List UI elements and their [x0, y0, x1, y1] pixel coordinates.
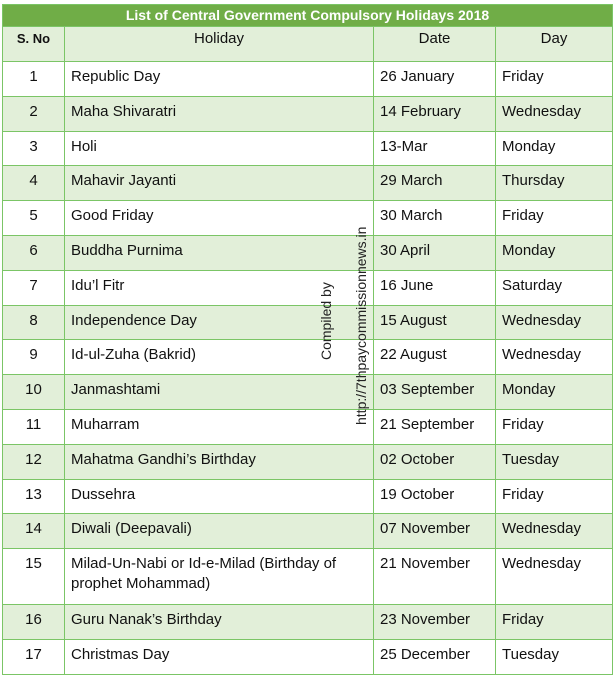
- cell-date: 22 August: [374, 340, 496, 375]
- cell-date: 07 November: [374, 514, 496, 549]
- cell-holiday: Milad-Un-Nabi or Id-e-Milad (Birthday of prophet Mohammad): [65, 549, 374, 605]
- table-row: [3, 96, 613, 131]
- header-day: Day: [496, 27, 613, 62]
- cell-sno: 6: [3, 235, 65, 270]
- cell-holiday: Holi: [65, 131, 374, 166]
- cell-sno: 5: [3, 201, 65, 236]
- cell-sno: 7: [3, 270, 65, 305]
- cell-day: Monday: [496, 131, 613, 166]
- table-row: [3, 235, 613, 270]
- cell-date: 14 February: [374, 96, 496, 131]
- cell-holiday: Good Friday: [65, 201, 374, 236]
- table-row: [3, 340, 613, 375]
- cell-day: Thursday: [496, 166, 613, 201]
- cell-date: 30 April: [374, 235, 496, 270]
- cell-day: Tuesday: [496, 444, 613, 479]
- cell-holiday: Independence Day: [65, 305, 374, 340]
- table-row: [3, 375, 613, 410]
- table-row: [3, 479, 613, 514]
- cell-sno: 12: [3, 444, 65, 479]
- cell-sno: 16: [3, 605, 65, 640]
- table-row: [3, 409, 613, 444]
- cell-day: Friday: [496, 479, 613, 514]
- cell-sno: 15: [3, 549, 65, 605]
- cell-day: Monday: [496, 235, 613, 270]
- cell-day: Saturday: [496, 270, 613, 305]
- cell-holiday: Maha Shivaratri: [65, 96, 374, 131]
- cell-date: 21 September: [374, 409, 496, 444]
- cell-holiday: Muharram: [65, 409, 374, 444]
- cell-date: 29 March: [374, 166, 496, 201]
- header-holiday: Holiday: [65, 27, 374, 62]
- cell-day: Tuesday: [496, 639, 613, 674]
- watermark-compiled-by: Compiled by: [318, 282, 334, 360]
- cell-holiday: Guru Nanak’s Birthday: [65, 605, 374, 640]
- cell-day: Friday: [496, 409, 613, 444]
- table-row: [3, 62, 613, 97]
- table-title: List of Central Government Compulsory Holidays 2018: [3, 5, 613, 27]
- cell-date: 03 September: [374, 375, 496, 410]
- cell-sno: 4: [3, 166, 65, 201]
- cell-date: 19 October: [374, 479, 496, 514]
- cell-holiday: Mahavir Jayanti: [65, 166, 374, 201]
- cell-sno: 3: [3, 131, 65, 166]
- cell-day: Friday: [496, 605, 613, 640]
- table-row: [3, 514, 613, 549]
- cell-sno: 11: [3, 409, 65, 444]
- header-date: Date: [374, 27, 496, 62]
- cell-sno: 14: [3, 514, 65, 549]
- cell-holiday: Buddha Purnima: [65, 235, 374, 270]
- cell-date: 21 November: [374, 549, 496, 605]
- cell-date: 02 October: [374, 444, 496, 479]
- cell-date: 26 January: [374, 62, 496, 97]
- cell-date: 30 March: [374, 201, 496, 236]
- cell-day: Wednesday: [496, 305, 613, 340]
- cell-sno: 13: [3, 479, 65, 514]
- table-row: [3, 639, 613, 674]
- table-row: [3, 270, 613, 305]
- table-row: [3, 549, 613, 605]
- cell-holiday: Idu’l Fitr: [65, 270, 374, 305]
- table-row: [3, 444, 613, 479]
- cell-sno: 1: [3, 62, 65, 97]
- table-row: [3, 305, 613, 340]
- cell-date: 13-Mar: [374, 131, 496, 166]
- cell-date: 25 December: [374, 639, 496, 674]
- cell-day: Wednesday: [496, 96, 613, 131]
- cell-holiday: Id-ul-Zuha (Bakrid): [65, 340, 374, 375]
- cell-day: Wednesday: [496, 340, 613, 375]
- cell-sno: 8: [3, 305, 65, 340]
- cell-day: Friday: [496, 62, 613, 97]
- cell-date: 23 November: [374, 605, 496, 640]
- cell-holiday: Dussehra: [65, 479, 374, 514]
- cell-holiday: Christmas Day: [65, 639, 374, 674]
- cell-date: 16 June: [374, 270, 496, 305]
- cell-day: Wednesday: [496, 549, 613, 605]
- holiday-table: [2, 4, 613, 675]
- cell-date: 15 August: [374, 305, 496, 340]
- header-sno: S. No: [3, 27, 65, 62]
- cell-holiday: Diwali (Deepavali): [65, 514, 374, 549]
- table-row: [3, 605, 613, 640]
- cell-sno: 10: [3, 375, 65, 410]
- watermark-url: http://7thpaycommissionnews.in: [353, 226, 369, 425]
- cell-holiday: Janmashtami: [65, 375, 374, 410]
- cell-sno: 2: [3, 96, 65, 131]
- cell-day: Monday: [496, 375, 613, 410]
- cell-day: Wednesday: [496, 514, 613, 549]
- table-row: [3, 131, 613, 166]
- table-row: [3, 166, 613, 201]
- cell-sno: 9: [3, 340, 65, 375]
- table-row: [3, 201, 613, 236]
- cell-day: Friday: [496, 201, 613, 236]
- cell-sno: 17: [3, 639, 65, 674]
- cell-holiday: Republic Day: [65, 62, 374, 97]
- cell-holiday: Mahatma Gandhi’s Birthday: [65, 444, 374, 479]
